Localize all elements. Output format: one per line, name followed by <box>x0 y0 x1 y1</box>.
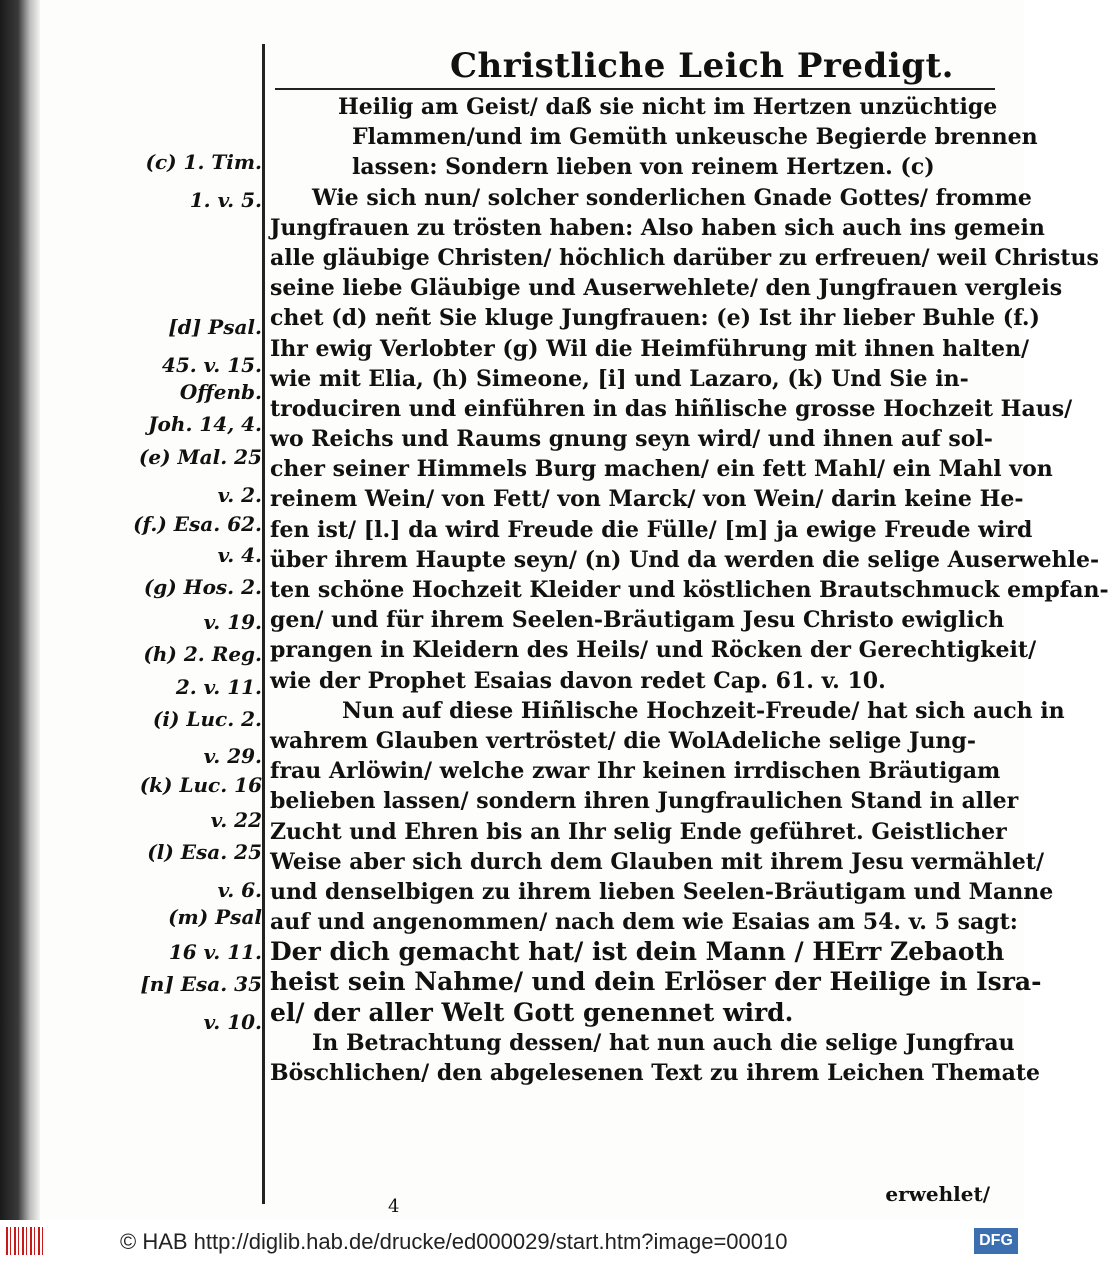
margin-note: 2. v. 11. <box>175 675 262 699</box>
dfg-logo: DFG <box>974 1228 1018 1254</box>
page-title: Christliche Leich Predigt. <box>450 46 955 86</box>
hab-barcode-icon <box>6 1227 46 1255</box>
margin-note: Offenb. <box>179 380 262 404</box>
margin-note: v. 10. <box>203 1010 262 1034</box>
text-line: seine liebe Gläubige und Auserwehlete/ den Jungfrauen vergleis <box>270 275 1063 302</box>
text-line: Ihr ewig Verlobter (g) Wil die Heimführung mit ihnen halten/ <box>270 335 1030 362</box>
text-line: frau Arlöwin/ welche zwar Ihr keinen irrdischen Bräutigam <box>270 758 1001 785</box>
text-line: Der dich gemacht hat/ ist dein Mann / HErr Zebaoth <box>270 937 1005 967</box>
text-line: und denselbigen zu ihrem lieben Seelen-Bräutigam und Manne <box>270 878 1054 905</box>
text-line: heist sein Nahme/ und dein Erlöser der Heilige in Isra- <box>270 967 1042 997</box>
text-line: Böschlichen/ den abgelesenen Text zu ihrem Leichen Themate <box>270 1060 1040 1086</box>
text-line: Nun auf diese Hiñlische Hochzeit-Freude/ hat sich auch in <box>342 697 1065 724</box>
text-line: auf und angenommen/ nach dem wie Esaias am 54. v. 5 sagt: <box>270 909 1018 936</box>
margin-note: v. 6. <box>217 878 262 902</box>
margin-note: 1. v. 5. <box>189 188 262 212</box>
margin-note: [n] Esa. 35 <box>140 972 262 996</box>
text-line: Wie sich nun/ solcher sonderlichen Gnade Gottes/ fromme <box>312 184 1032 211</box>
text-line: gen/ und für ihrem Seelen-Bräutigam Jesu Christo ewiglich <box>270 607 1005 634</box>
book-binding-edge <box>0 0 40 1220</box>
margin-note: (f.) Esa. 62. <box>133 512 262 536</box>
margin-note: v. 2. <box>217 483 262 507</box>
viewer-footer <box>0 1220 1024 1261</box>
text-line: wahrem Glauben vertröstet/ die WolAdeliche selige Jung- <box>270 727 976 754</box>
text-line: wo Reichs und Raums gnung seyn wird/ und ihnen auf sol- <box>270 426 993 453</box>
margin-note: Joh. 14, 4. <box>148 412 262 436</box>
text-line: el/ der aller Welt Gott genennet wird. <box>270 997 794 1027</box>
copyright-link[interactable]: © HAB http://diglib.hab.de/drucke/ed000029/start.htm?image=00010 <box>120 1229 788 1254</box>
signature-mark: 4 <box>388 1196 400 1217</box>
margin-note: 45. v. 15. <box>161 353 262 377</box>
margin-note: v. 22 <box>210 808 262 832</box>
margin-note: (m) Psal <box>168 905 262 929</box>
title-rule <box>275 88 995 90</box>
text-line: reinem Wein/ von Fett/ von Marck/ von Wein/ darin keine He- <box>270 486 1024 513</box>
margin-note: 16 v. 11. <box>168 940 262 964</box>
margin-note: v. 19. <box>203 610 262 634</box>
text-line: wie mit Elia, (h) Simeone, [i] und Lazaro, (k) Und Sie in- <box>270 365 969 392</box>
text-line: In Betrachtung dessen/ hat nun auch die selige Jungfrau <box>312 1029 1015 1056</box>
text-line: Zucht und Ehren bis an Ihr selig Ende geführet. Geistlicher <box>270 818 1007 845</box>
text-line: Jungfrauen zu trösten haben: Also haben sich auch ins gemein <box>270 214 1045 241</box>
margin-note: (k) Luc. 16 <box>139 773 262 797</box>
margin-note: (e) Mal. 25 <box>138 445 262 469</box>
text-line: Flammen/und im Gemüth unkeusche Begierde brennen <box>352 124 1038 151</box>
text-line: belieben lassen/ sondern ihren Jungfraulichen Stand in aller <box>270 788 1019 815</box>
text-line: fen ist/ [l.] da wird Freude die Fülle/ [m] ja ewige Freude wird <box>270 516 1033 543</box>
text-line: über ihrem Haupte seyn/ (n) Und da werden die selige Auserwehle- <box>270 546 1100 573</box>
margin-note: (l) Esa. 25 <box>147 840 262 864</box>
margin-note: (h) 2. Reg. <box>143 642 262 666</box>
margin-note: (i) Luc. 2. <box>152 707 262 731</box>
text-line: alle gläubige Christen/ höchlich darüber zu erfreuen/ weil Christus <box>270 244 1099 271</box>
margin-note: v. 29. <box>203 744 262 768</box>
text-line: Weise aber sich durch dem Glauben mit ihrem Jesu vermählet/ <box>270 848 1044 875</box>
margin-note: v. 4. <box>217 543 262 567</box>
sermon-text <box>270 92 1109 1088</box>
catchword: erwehlet/ <box>885 1182 990 1206</box>
text-line: lassen: Sondern lieben von reinem Hertzen. (c) <box>352 154 935 181</box>
text-line: wie der Prophet Esaias davon redet Cap. 61. v. 10. <box>270 667 886 694</box>
margin-note: [d] Psal. <box>168 315 262 339</box>
text-line: Heilig am Geist/ daß sie nicht im Hertzen unzüchtige <box>338 94 998 120</box>
margin-note: (g) Hos. 2. <box>143 575 262 599</box>
text-line: ten schöne Hochzeit Kleider und köstlichen Brautschmuck empfan- <box>270 577 1109 603</box>
text-line: cher seiner Himmels Burg machen/ ein fett Mahl/ ein Mahl von <box>270 456 1053 483</box>
margin-rule <box>262 44 265 1204</box>
text-line: troduciren und einführen in das hiñlische grosse Hochzeit Haus/ <box>270 395 1073 422</box>
margin-note: (c) 1. Tim. <box>145 150 262 174</box>
text-line: chet (d) neñt Sie kluge Jungfrauen: (e) Ist ihr lieber Buhle (f.) <box>270 305 1040 332</box>
text-line: prangen in Kleidern des Heils/ und Röcken der Gerechtigkeit/ <box>270 637 1037 664</box>
